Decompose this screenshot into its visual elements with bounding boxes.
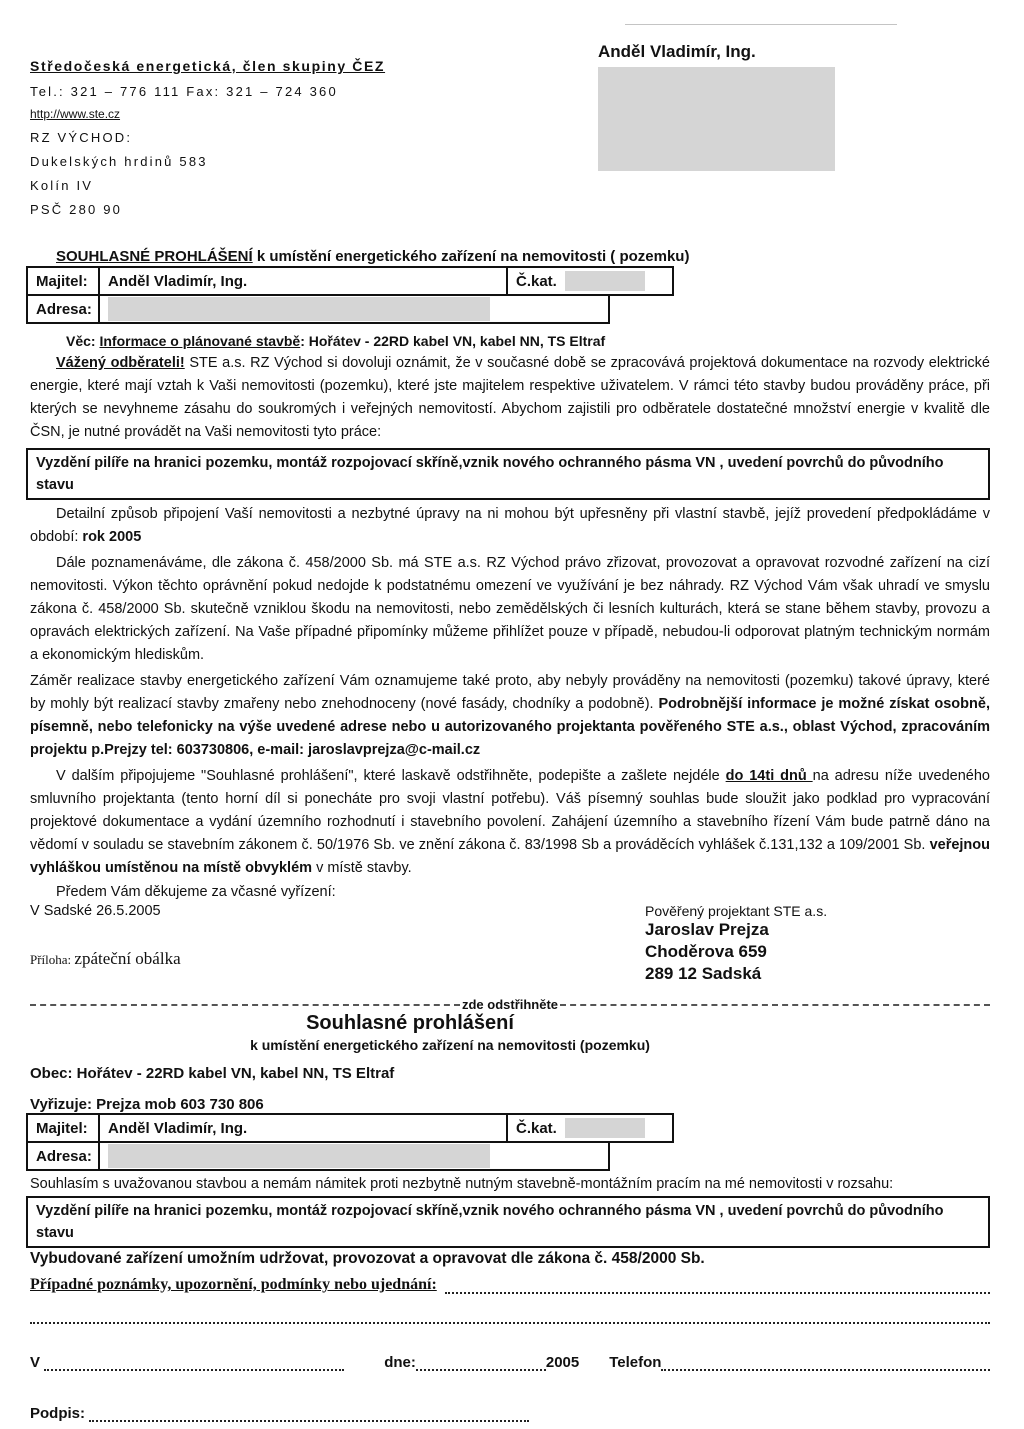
consent-line: Souhlasím s uvažovanou stavbou a nemám námitek proti nezbytně nutným stavebně-montážním pracím na mé nemovitosti v rozsahu:: [30, 1176, 894, 1192]
date-write-line[interactable]: [416, 1365, 546, 1371]
detail-text: Detailní způsob připojení Vaší nemovitosti a nezbytné úpravy na ni mohou být upřesněny při vlastní stavbě, jejíž provedení předpokládáme v období:: [30, 506, 990, 545]
address-cell: [98, 294, 610, 324]
projectant-name: Jaroslav Prejza: [645, 920, 769, 939]
address-label: Adresa:: [26, 294, 100, 324]
cut-here-separator: [30, 997, 990, 1012]
paragraph-intent: [30, 670, 990, 762]
place-write-line[interactable]: [44, 1365, 344, 1371]
sender-telfax: Tel.: 321 – 776 111 Fax: 321 – 724 360: [30, 84, 338, 99]
date-year: 2005: [545, 1354, 580, 1371]
instructions-b: na adresu níže uvedeného smluvního projektanta (tento horní díl si ponecháte pro svoji vlastní potřebu). Váš písemný souhlas bude sloužit jako podklad pro vypracování projektové dokumentace a vydání územního rozhodnutí i stavebního povolení. Zahájení územního a stavebního řízení Vám bude patrně dáno na vědomí v souladu se stavebním zákonem č. 50/1976 Sb. ve znění zákona č. 83/1998 Sb a prováděcích vyhlášek č.131,132 a 109/2001 Sb.: [30, 768, 990, 853]
address-cell: [98, 1141, 610, 1171]
place-field-label: V: [30, 1354, 41, 1371]
owner-table-2: [28, 1115, 990, 1171]
owner-value: Anděl Vladimír, Ing.: [98, 1113, 508, 1143]
sender-website: http://www.ste.cz: [30, 107, 121, 121]
table-row: [28, 1143, 990, 1171]
place-date: V Sadské 26.5.2005: [30, 903, 161, 919]
intent-contact: Podrobnější informace je možné získat osobně, písemně, nebo telefonicky na výše uvedené adrese nebo u autorizovaného projektanta pověřeného STE a.s., oblast Východ, zpracováním projektu p.Prejzy tel: 603730806, e-mail: jaroslavprejza@c-mail.cz: [30, 696, 990, 758]
letterhead: [30, 20, 990, 226]
paragraph-detail: [30, 503, 990, 549]
sender-zip: PSČ 280 90: [30, 202, 123, 217]
sender-block: [30, 58, 385, 226]
redacted-address-value: [108, 1144, 490, 1168]
declaration-subtitle: k umístění energetického zařízení na nemovitosti (pozemku): [250, 1037, 650, 1053]
place-date-block: [30, 903, 181, 985]
greeting-text: STE a.s. RZ Východ si dovoluji oznámit, že v současné době se zpracovává projektová dokumentace na rozvody elektrické energie, které mají vztah k Vaši nemovitosti (pozemku), které jste majitelem respektive uživatelem. V rámci této stavby budou prováděny práce, při kterých se nevyhneme zásahu do soukromých i veřejných nemovitostí. Abychom zajistili pro odběratele dostatečné množství energie v kvalitě dle ČSN, je nutné provádět na Vaši nemovitosti tyto práce:: [30, 355, 990, 440]
redacted-cadastre-box: [565, 1118, 645, 1138]
signature-write-line[interactable]: [89, 1416, 529, 1422]
redacted-cadastre-box: [565, 271, 645, 291]
projectant-street: Choděrova 659: [645, 942, 767, 961]
declaration-title: Souhlasné prohlášení: [306, 1012, 514, 1034]
planned-works-box-1: Vyzdění pilíře na hranici pozemku, montáž rozpojovací skříně,vznik nového ochranného pásma VN , uvedení povrchů do původního stavu: [26, 448, 990, 500]
notes-write-line-2[interactable]: [30, 1322, 990, 1324]
place-field: [30, 1354, 344, 1371]
sender-city: Kolín IV: [30, 178, 94, 193]
addressee-name: Anděl Vladimír, Ing.: [598, 42, 756, 61]
planned-works-box-2: Vyzdění pilíře na hranici pozemku, montáž rozpojovací skříně,vznik nového ochranného pásma VN , uvedení povrchů do původního stavu: [26, 1196, 990, 1248]
subject-line: [66, 333, 990, 349]
paragraph-law: Dále poznamenáváme, dle zákona č. 458/2000 Sb. má STE a.s. RZ Východ právo zřizovat, provozovat a opravovat rozvodné zařízení na cizí nemovitosti. Výkon těchto oprávnění pokud nedojde k podstatnému omezení ve využívání je bez náhrady. RZ Východ Vám však uhradí ve smyslu zákona č. 458/2000 Sb. skutečně vzniklou škodu na nemovitosti, nebo zemědělských či lesních kulturách, která se stane během stavby, provozu a opravách elektrických zařízení. Na Vaše případné připomínky můžeme přihlížet pouze v případě, nebudou-li odporovat platným technickým normám a ekonomickým hlediskům.: [30, 555, 990, 663]
projectant-caption: Pověřený projektant STE a.s.: [645, 903, 828, 919]
subject-rest: : Hořátev - 22RD kabel VN, kabel NN, TS Eltraf: [300, 333, 606, 349]
table-row: [28, 1115, 990, 1143]
address-label: Adresa:: [26, 1141, 100, 1171]
notes-line: [30, 1276, 990, 1294]
maintain-line: Vybudované zařízení umožním udržovat, provozovat a opravovat dle zákona č. 458/2000 Sb.: [30, 1250, 705, 1267]
signature-area: [30, 903, 990, 985]
document-title: [56, 248, 990, 265]
subject-label: Věc:: [66, 333, 100, 349]
owner-value: Anděl Vladimír, Ing.: [98, 266, 508, 296]
table-row: [28, 268, 990, 296]
cadastre-label: Č.kat.: [516, 272, 557, 290]
redacted-address-value: [108, 297, 490, 321]
phone-write-line[interactable]: [661, 1365, 990, 1371]
owner-label: Majitel:: [26, 1113, 100, 1143]
phone-field-label: Telefon: [609, 1354, 662, 1371]
dashed-line: [560, 1004, 990, 1006]
sender-division: RZ VÝCHOD:: [30, 130, 133, 145]
notes-label: Případné poznámky, upozornění, podmínky nebo ujednání:: [30, 1276, 437, 1293]
sender-company: Středočeská energetická, člen skupiny ČEZ: [30, 58, 386, 74]
instructions-notice: veřejnou vyhláškou umístěnou na místě obvyklém: [30, 837, 990, 876]
scan-artifact-line: [625, 24, 897, 25]
instructions-deadline: do 14ti dnů: [725, 768, 813, 784]
document-title-rest: k umístění energetického zařízení na nemovitosti ( pozemku): [252, 248, 690, 265]
signature-label: Podpis:: [30, 1405, 85, 1422]
greeting-lead: Vážený odběrateli!: [56, 355, 185, 371]
cadastre-label: Č.kat.: [516, 1119, 557, 1137]
notes-write-line[interactable]: [445, 1288, 990, 1294]
dashed-line: [30, 1004, 460, 1006]
table-row: [28, 296, 990, 324]
phone-field: [609, 1354, 990, 1371]
document-title-lead: SOUHLASNÉ PROHLÁŠENÍ: [56, 248, 253, 265]
paragraph-greeting: [30, 352, 990, 444]
redacted-address-box: [598, 67, 835, 171]
handled-by-line: Vyřizuje: Prejza mob 603 730 806: [30, 1096, 264, 1113]
intent-text: Záměr realizace stavby energetického zařízení Vám oznamujeme také proto, aby nebyly prováděny na nemovitosti (pozemku) takové úpravy, které by mohly být realizací stavby zmařeny nebo znehodnoceny (nové fasády, chodníky a podobně).: [30, 673, 990, 712]
projectant-block: [645, 903, 900, 985]
closing-line: Předem Vám děkujeme za včasné vyřízení:: [56, 884, 336, 900]
instructions-c: v místě stavby.: [312, 860, 412, 876]
municipality-line: Obec: Hořátev - 22RD kabel VN, kabel NN, TS Eltraf: [30, 1065, 395, 1082]
signature-row: [30, 1405, 990, 1422]
sender-street: Dukelských hrdinů 583: [30, 154, 208, 169]
cadastre-cell: [506, 266, 674, 296]
projectant-city: 289 12 Sadská: [645, 964, 762, 983]
attachment-label: Příloha:: [30, 952, 75, 967]
subject-topic: Informace o plánované stavbě: [99, 333, 301, 349]
date-field: [384, 1354, 579, 1371]
owner-label: Majitel:: [26, 266, 100, 296]
place-date-phone-row: [30, 1354, 990, 1371]
attachment-line: [30, 949, 181, 969]
paragraph-instructions: [30, 765, 990, 880]
cadastre-cell: [506, 1113, 674, 1143]
instructions-a: V dalším připojujeme "Souhlasné prohlášení", které laskavě odstřihněte, podepište a zašlete nejdéle: [56, 768, 726, 784]
owner-table-1: [28, 268, 990, 324]
date-field-label: dne:: [384, 1354, 416, 1371]
addressee-block: [598, 42, 868, 226]
cut-here-label: zde odstřihněte: [461, 997, 559, 1012]
detail-year: rok 2005: [82, 529, 142, 545]
attachment-value: zpáteční obálka: [74, 949, 181, 968]
